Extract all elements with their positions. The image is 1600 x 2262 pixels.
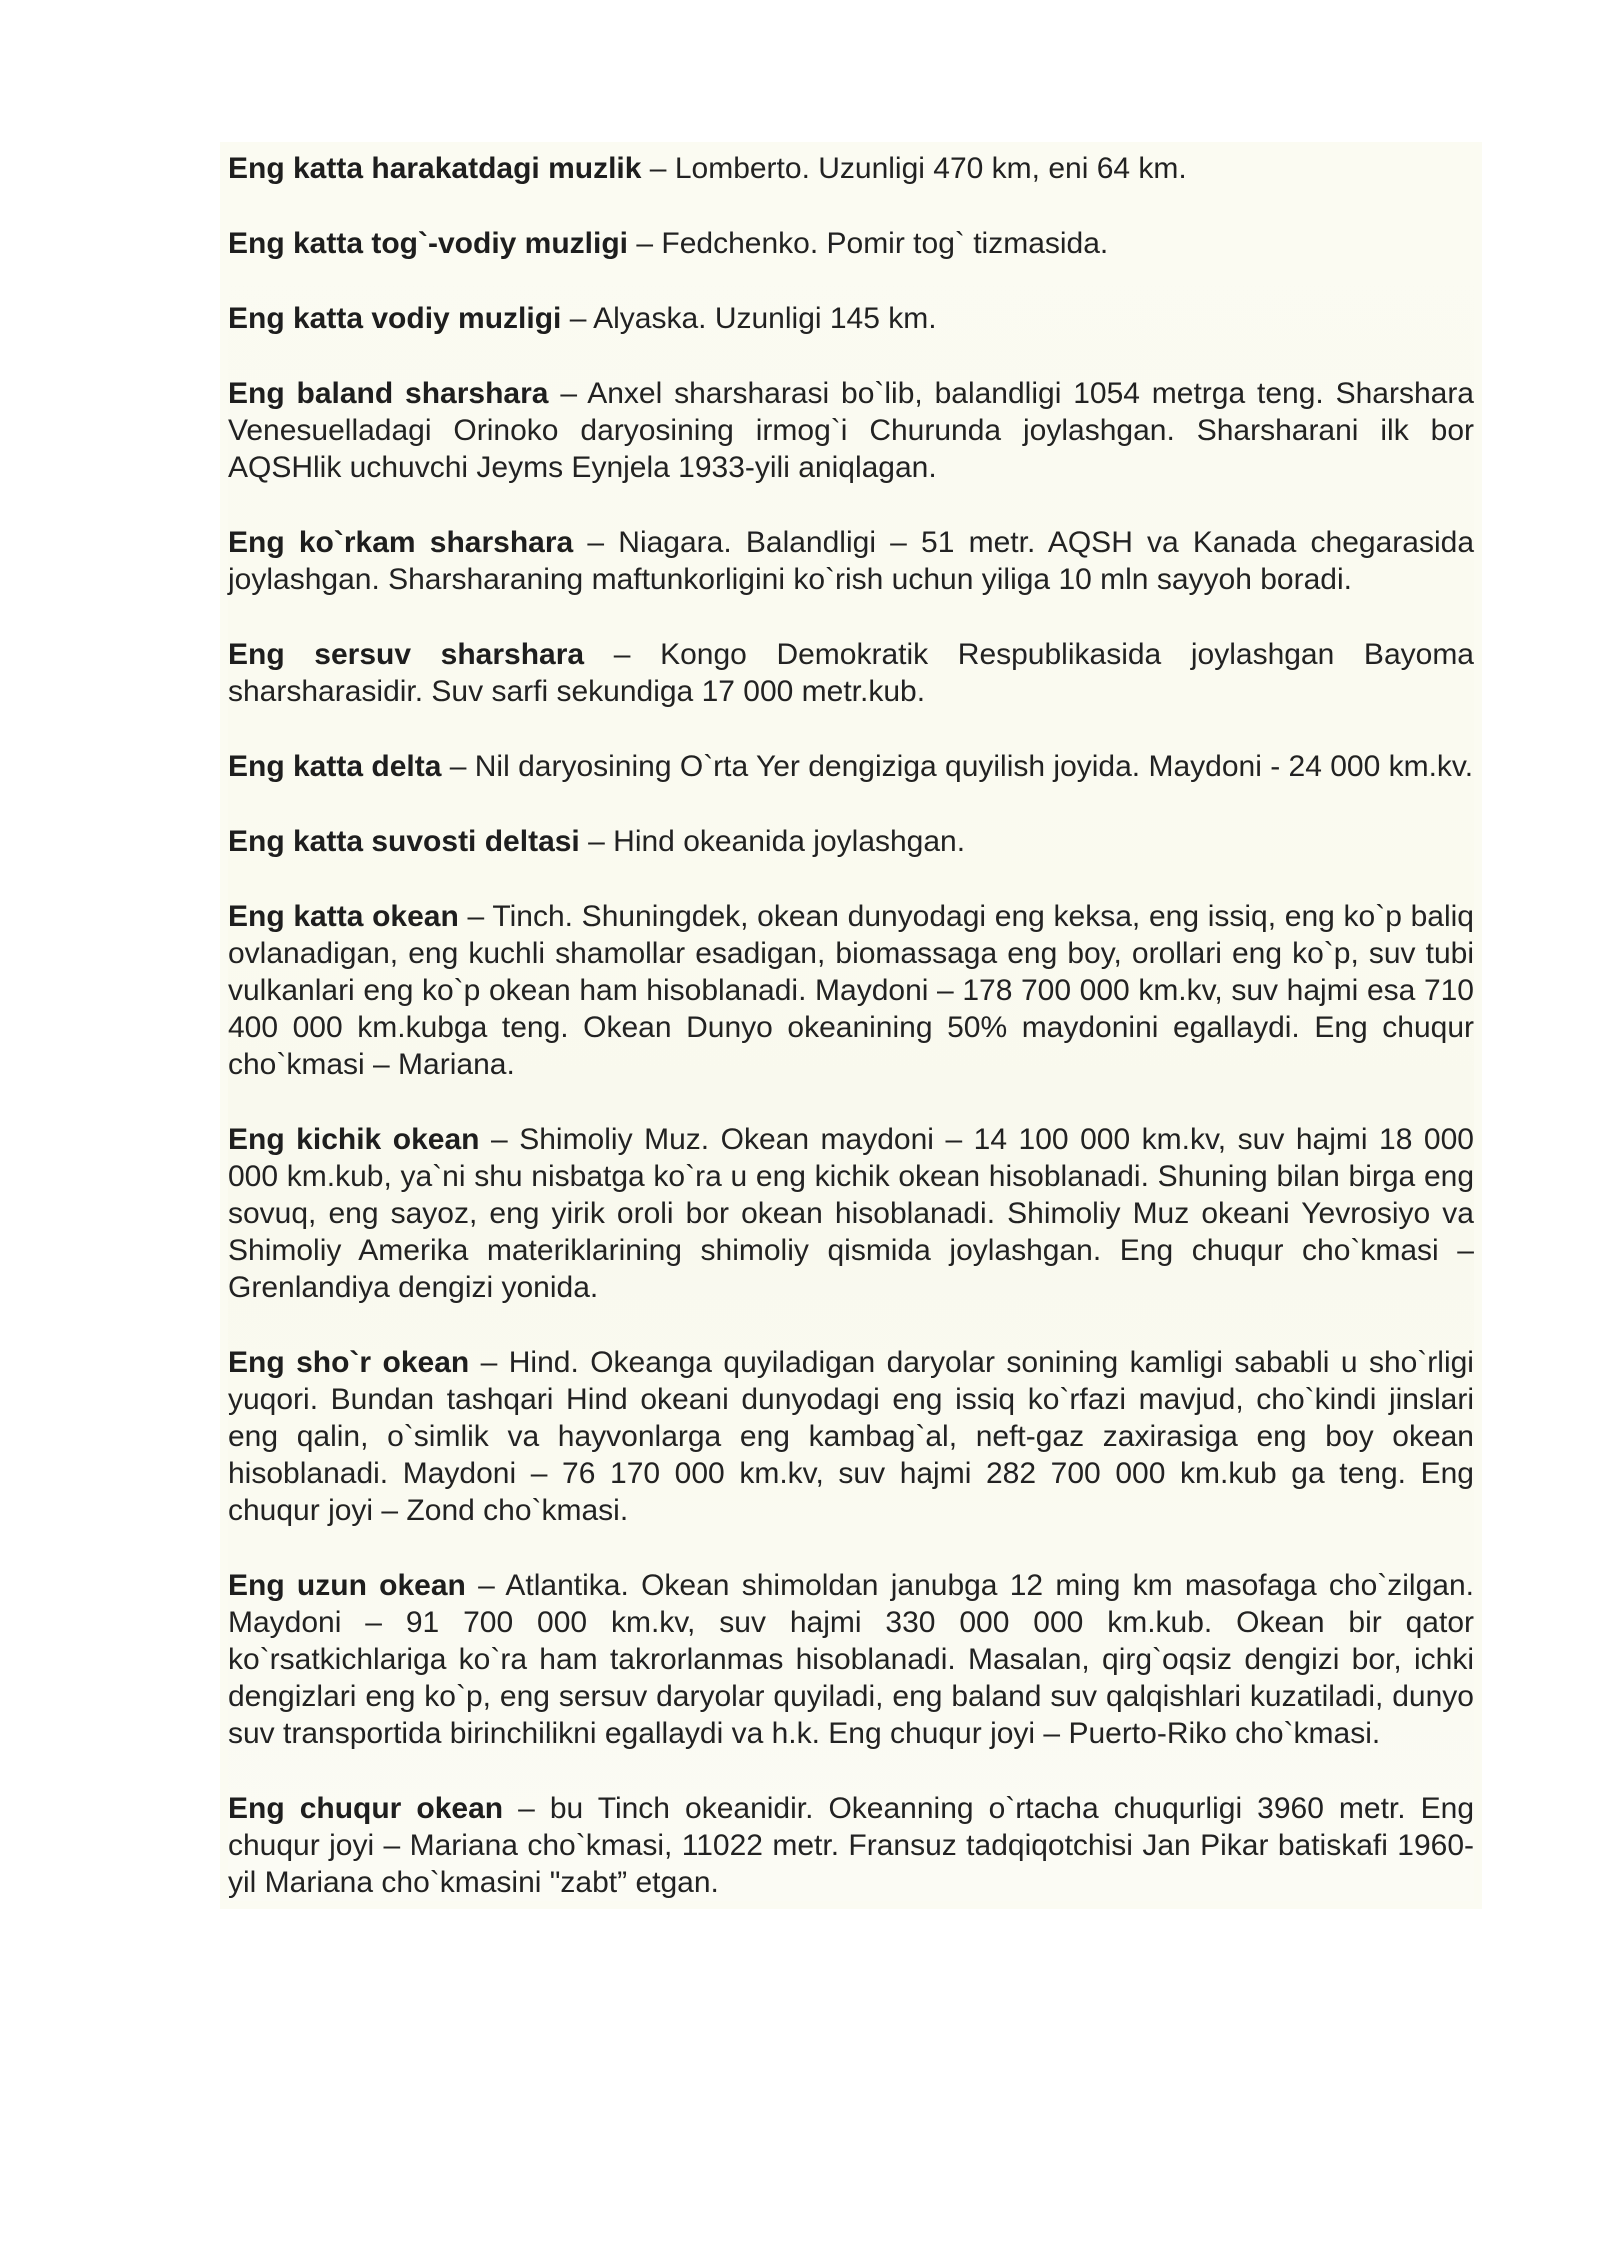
entry-term: Eng katta delta	[228, 750, 442, 783]
entry-description: Hind. Okeanga quyiladigan daryolar sonining kamligi sababli u sho`rligi yuqori. Bundan tashqari Hind okeani dunyodagi eng issiq ko`rfazi mavjud, cho`kindi jinslari eng qalin, o`simlik va hayvonlarga eng kambag`al, neft-gaz zaxirasiga eng boy okean hisoblanadi. Maydoni – 76 170 000 km.kv, suv hajmi 282 700 000 km.kub ga teng. Eng chuqur joyi – Zond cho`kmasi.	[228, 1346, 1474, 1527]
entry-smallest-ocean	[228, 1121, 1474, 1306]
entry-separator: –	[588, 825, 605, 858]
entry-largest-moving-glacier	[228, 150, 1474, 187]
entry-term: Eng katta okean	[228, 900, 459, 933]
entry-separator: –	[467, 900, 485, 933]
entry-highest-flow-waterfall	[228, 636, 1474, 710]
entry-highest-waterfall	[228, 375, 1474, 486]
entry-description: Fedchenko. Pomir tog` tizmasida.	[661, 227, 1109, 260]
entry-description: Tinch. Shuningdek, okean dunyodagi eng keksa, eng issiq, eng ko`p baliq ovlanadigan, eng kuchli shamollar esadigan, biomassaga eng boy, orollari eng ko`p, suv tubi vulkanlari eng ko`p okean ham hisoblanadi. Maydoni – 178 700 000 km.kv, suv hajmi esa 710 400 000 km.kubga teng. Okean Dunyo okeanining 50% maydonini egallaydi. Eng chuqur cho`kmasi – Mariana.	[228, 900, 1474, 1081]
entry-largest-mountain-valley-glacier	[228, 225, 1474, 262]
entry-separator: –	[613, 638, 631, 671]
entry-most-beautiful-waterfall	[228, 524, 1474, 598]
entry-description: Hind okeanida joylashgan.	[613, 825, 966, 858]
entry-term: Eng katta suvosti deltasi	[228, 825, 580, 858]
entry-description: Nil daryosining O`rta Yer dengiziga quyilish joyida. Maydoni - 24 000 km.kv.	[474, 750, 1474, 783]
entry-largest-valley-glacier	[228, 300, 1474, 337]
entry-description: Lomberto. Uzunligi 470 km, eni 64 km.	[674, 152, 1187, 185]
entry-largest-delta	[228, 748, 1474, 785]
entry-separator: –	[560, 377, 578, 410]
entry-term: Eng sersuv sharshara	[228, 638, 585, 671]
entry-term: Eng kichik okean	[228, 1123, 480, 1156]
entry-separator: –	[649, 152, 667, 185]
entry-separator: –	[518, 1792, 535, 1825]
entry-description: Atlantika. Okean shimoldan janubga 12 ming km masofaga cho`zilgan. Maydoni – 91 700 000 km.kv, suv hajmi 330 000 000 km.kub. Okean bir qator ko`rsatkichlariga ko`ra ham takrorlanmas hisoblanadi. Masalan, qirg`oqsiz dengizi bor, ichki dengizlari eng ko`p, eng sersuv daryolar quyiladi, eng baland suv qalqishlari kuzatiladi, dunyo suv transportida birinchilikni egallaydi va h.k. Eng chuqur joyi – Puerto-Riko cho`kmasi.	[228, 1569, 1474, 1750]
entry-separator: –	[478, 1569, 495, 1602]
entry-description: bu Tinch okeanidir. Okeanning o`rtacha chuqurligi 3960 metr. Eng chuqur joyi – Mariana cho`kmasi, 11022 metr. Fransuz tadqiqotchisi Jan Pikar batiskafi 1960-yil Mariana cho`kmasini "zabt” etgan.	[228, 1792, 1475, 1899]
entry-description: Alyaska. Uzunligi 145 km.	[593, 302, 937, 335]
entry-term: Eng uzun okean	[228, 1569, 466, 1602]
entry-largest-underwater-delta	[228, 823, 1474, 860]
entry-separator: –	[636, 227, 654, 260]
entry-term: Eng ko`rkam sharshara	[228, 526, 574, 559]
entry-separator: –	[569, 302, 587, 335]
entry-largest-ocean	[228, 898, 1474, 1083]
entry-description: Shimoliy Muz. Okean maydoni – 14 100 000 km.kv, suv hajmi 18 000 000 km.kub, ya`ni shu nisbatga ko`ra u eng kichik okean hisoblanadi. Shuning bilan birga eng sovuq, eng sayoz, eng yirik oroli bor okean hisoblanadi. Shimoliy Muz okeani Yevrosiyo va Shimoliy Amerika materiklarining shimoliy qismida joylashgan. Eng chuqur cho`kmasi – Grenlandiya dengizi yonida.	[228, 1123, 1474, 1304]
entry-separator: –	[480, 1346, 498, 1379]
entry-term: Eng chuqur okean	[228, 1792, 504, 1825]
entry-separator: –	[490, 1123, 508, 1156]
entry-description: Anxel sharsharasi bo`lib, balandligi 1054 metrga teng. Sharshara Venesuelladagi Orinoko daryosining irmog`i Churunda joylashgan. Sharsharani ilk bor AQSHlik uchuvchi Jeyms Eynjela 1933-yili aniqlagan.	[228, 377, 1474, 484]
entry-term: Eng katta tog`-vodiy muzligi	[228, 227, 629, 260]
entry-term: Eng baland sharshara	[228, 377, 549, 410]
entry-term: Eng katta harakatdagi muzlik	[228, 152, 642, 185]
entry-deepest-ocean	[228, 1790, 1474, 1901]
entry-saltiest-ocean	[228, 1344, 1474, 1529]
entry-separator: –	[449, 750, 467, 783]
entry-description: Kongo Demokratik Respublikasida joylashgan Bayoma sharsharasidir. Suv sarfi sekundiga 17 000 metr.kub.	[228, 638, 1474, 708]
entry-term: Eng sho`r okean	[228, 1346, 470, 1379]
entry-term: Eng katta vodiy muzligi	[228, 302, 562, 335]
entry-separator: –	[587, 526, 605, 559]
entry-description: Niagara. Balandligi – 51 metr. AQSH va Kanada chegarasida joylashgan. Sharsharaning maftunkorligini ko`rish uchun yiliga 10 mln sayyoh boradi.	[228, 526, 1474, 596]
entry-longest-ocean	[228, 1567, 1474, 1752]
document-body	[228, 150, 1474, 1901]
